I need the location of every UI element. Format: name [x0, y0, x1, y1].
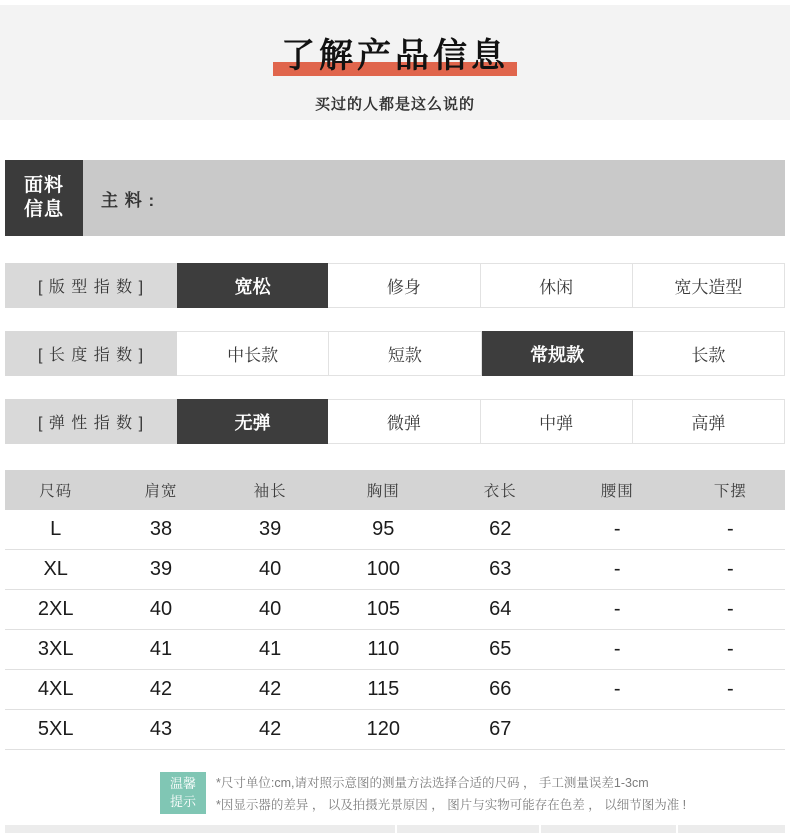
measure-cell: 42 — [216, 670, 325, 710]
index-option: 休闲 — [481, 263, 633, 308]
measure-cell — [676, 710, 785, 750]
measure-cell: 115 — [325, 670, 442, 710]
measure-cell: - — [559, 670, 676, 710]
measure-cell: 42 — [216, 710, 325, 750]
size-column-header: 胸围 — [325, 470, 442, 510]
index-row-label: [ 弹 性 指 数 ] — [5, 399, 177, 444]
measure-cell: 65 — [442, 630, 559, 670]
measure-cell: 40 — [216, 550, 325, 590]
size-cell: 5XL — [5, 710, 106, 750]
measure-cell: - — [676, 630, 785, 670]
page-subtitle: 买过的人都是这么说的 — [314, 96, 475, 113]
index-option-selected: 宽松 — [177, 263, 328, 308]
measure-cell: - — [559, 630, 676, 670]
measure-cell: 105 — [325, 590, 442, 630]
tips-text — [216, 772, 686, 817]
size-cell: XL — [5, 550, 106, 590]
bottom-row-divider — [395, 825, 397, 833]
bottom-partial-row — [5, 825, 785, 833]
index-option: 中弹 — [481, 399, 633, 444]
index-option: 中长款 — [177, 331, 329, 376]
measure-cell: - — [559, 590, 676, 630]
tips-badge-line2: 提示 — [169, 794, 196, 809]
measure-cell: - — [676, 550, 785, 590]
size-table-row — [5, 670, 785, 710]
measure-cell: 66 — [442, 670, 559, 710]
index-option: 高弹 — [633, 399, 785, 444]
size-cell: L — [5, 510, 106, 550]
bottom-row-divider — [539, 825, 541, 833]
page-title: 了解产品信息 — [281, 37, 509, 75]
measure-cell: 38 — [106, 510, 215, 550]
measure-cell: 43 — [106, 710, 215, 750]
size-table-row — [5, 550, 785, 590]
index-row-label: [ 版 型 指 数 ] — [5, 263, 177, 308]
measure-cell: 62 — [442, 510, 559, 550]
measure-cell: 40 — [106, 590, 215, 630]
index-row — [5, 331, 785, 376]
measure-cell: - — [559, 550, 676, 590]
size-table-row — [5, 710, 785, 750]
measure-cell: 64 — [442, 590, 559, 630]
measure-cell: 67 — [442, 710, 559, 750]
fabric-main-material-row — [83, 160, 785, 236]
measure-cell: 95 — [325, 510, 442, 550]
size-column-header: 袖长 — [216, 470, 325, 510]
tips-badge — [160, 772, 206, 814]
header-banner — [0, 5, 790, 120]
bottom-row-divider — [676, 825, 678, 833]
tips-badge-line1: 温馨 — [169, 776, 196, 792]
measure-cell: - — [676, 670, 785, 710]
fabric-info-badge — [5, 160, 83, 236]
measure-cell: 40 — [216, 590, 325, 630]
fabric-badge-line1: 面料 — [23, 175, 64, 197]
size-column-header: 尺码 — [5, 470, 106, 510]
size-table-header — [5, 470, 785, 510]
size-table-row — [5, 630, 785, 670]
measure-cell: 41 — [106, 630, 215, 670]
index-row-label: [ 长 度 指 数 ] — [5, 331, 177, 376]
size-column-header: 腰围 — [559, 470, 676, 510]
index-row — [5, 399, 785, 444]
measure-cell: - — [676, 590, 785, 630]
index-option: 微弹 — [328, 399, 480, 444]
tip-line: *因显示器的差异 ， 以及拍摄光景原因 ， 图片与实物可能存在色差 ， 以细节图为准 ! — [216, 797, 687, 812]
index-option: 修身 — [328, 263, 480, 308]
fabric-badge-line2: 信息 — [23, 199, 64, 220]
measure-cell — [559, 710, 676, 750]
measure-cell: 42 — [106, 670, 215, 710]
tip-line: *尺寸单位:cm,请对照示意图的测量方法选择合适的尺码 ， 手工测量误差1-3cm — [216, 776, 649, 790]
size-cell: 3XL — [5, 630, 106, 670]
index-option-selected: 常规款 — [482, 331, 633, 376]
index-option: 短款 — [329, 331, 481, 376]
index-option: 长款 — [633, 331, 785, 376]
tips-section — [160, 772, 790, 817]
size-column-header: 下摆 — [676, 470, 785, 510]
measure-cell: 63 — [442, 550, 559, 590]
size-table — [5, 470, 785, 750]
measure-cell: - — [559, 510, 676, 550]
index-row — [5, 263, 785, 308]
size-table-row — [5, 590, 785, 630]
measure-cell: - — [676, 510, 785, 550]
index-option-selected: 无弹 — [177, 399, 328, 444]
measure-cell: 39 — [106, 550, 215, 590]
index-rows-section — [5, 263, 785, 444]
fabric-info-section — [5, 160, 785, 236]
size-column-header: 肩宽 — [106, 470, 215, 510]
size-cell: 2XL — [5, 590, 106, 630]
size-table-section — [5, 470, 785, 750]
fabric-main-material-label: 主 料 : — [101, 190, 156, 210]
measure-cell: 100 — [325, 550, 442, 590]
measure-cell: 110 — [325, 630, 442, 670]
size-cell: 4XL — [5, 670, 106, 710]
size-column-header: 衣长 — [442, 470, 559, 510]
product-info-page — [0, 5, 790, 833]
measure-cell: 41 — [216, 630, 325, 670]
page-title-wrap — [281, 28, 509, 77]
size-table-row — [5, 510, 785, 550]
index-option: 宽大造型 — [633, 263, 785, 308]
measure-cell: 39 — [216, 510, 325, 550]
measure-cell: 120 — [325, 710, 442, 750]
size-table-body — [5, 510, 785, 750]
